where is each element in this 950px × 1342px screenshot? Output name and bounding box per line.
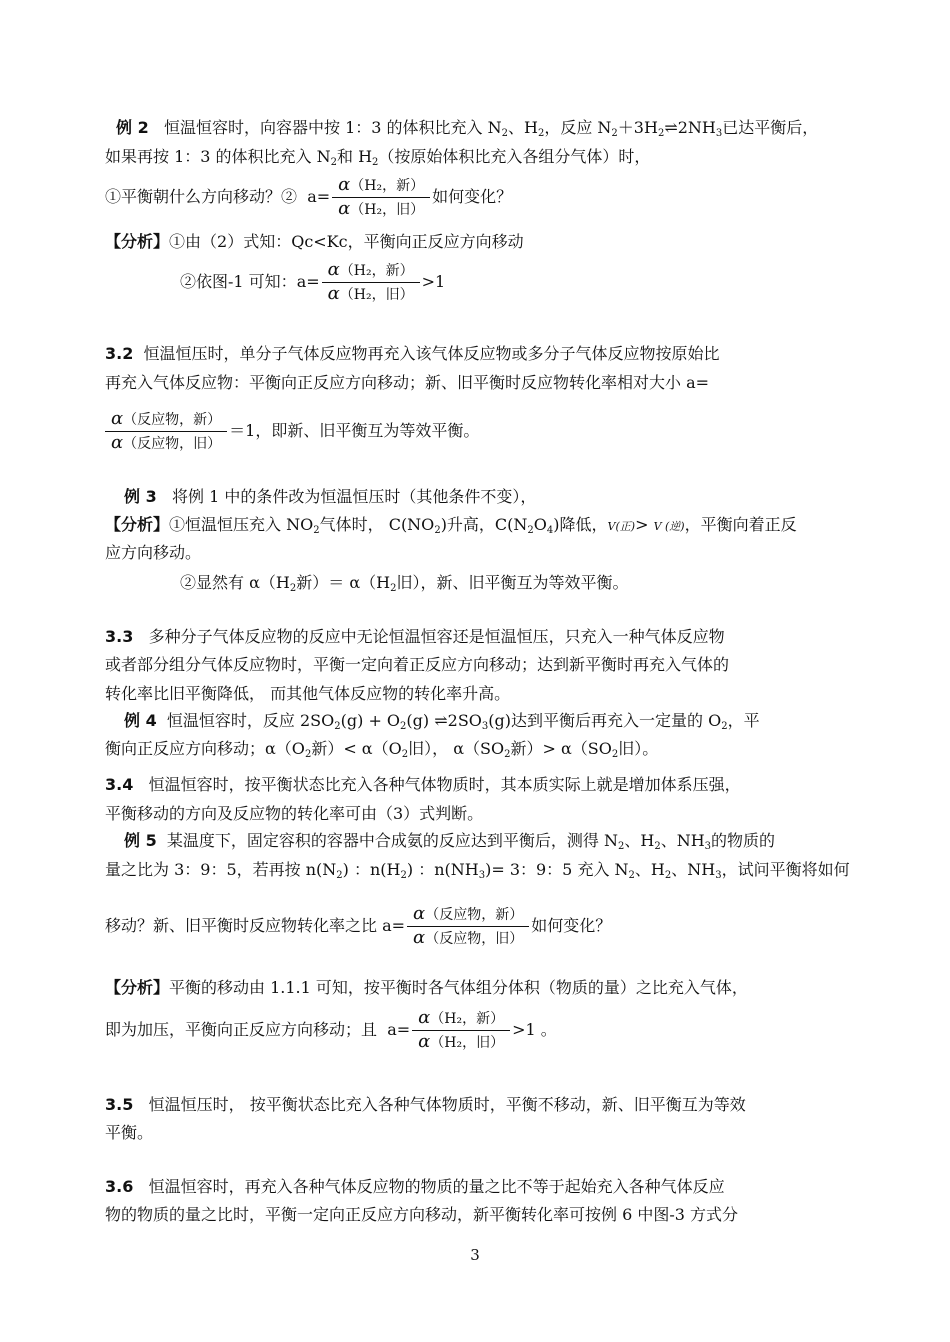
example-4-line-1: 例 4 恒温恒容时，反应 $2SO_2(g) + O_2(g)$ $\rightleftharpoons 2SO_3(g)$达到平衡后再充入一定量的 $O_2$，平 — [124, 711, 760, 732]
example-2-question: ①平衡朝什么方向移动？② a= $\frac{\text{α（H₂，新）}}{\text{α（H₂，旧）}}$ 如何变化？ — [105, 174, 513, 219]
section-3-4-line-2: 平衡移动的方向及反应物的转化率可由（3）式判断。 — [105, 804, 484, 823]
conversion-ratio-fraction: $\frac{\text{α（H₂，新）}}{\text{α（H₂，旧）}}$ — [332, 176, 430, 219]
conversion-ratio-fraction: $\frac{\text{α（H₂，新）}}{\text{α（H₂，旧）}}$ — [322, 261, 420, 304]
section-3-3-line-2: 或者部分组分气体反应物时，平衡一定向着正反应方向移动；达到新平衡时再充入气体的 — [105, 655, 730, 674]
conversion-ratio-fraction: $\frac{\text{α（反应物，新）}}{\text{α（反应物，旧）}}$ — [105, 410, 227, 453]
example-3-analysis-3: ②显然有 $\alpha(H_2$新）＝ $\alpha(H_2$旧），新、旧平衡互为等效平衡。 — [180, 573, 629, 594]
example-5-line-1: 例 5 某温度下，固定容积的容器中合成氨的反应达到平衡后，测得 $N_2$、$H_2$、$NH_3$的物质的 — [124, 831, 776, 852]
example-4-line-2: 衡向正反应方向移动；$\alpha(O_2$新）< $\alpha(O_2$旧）， $\alpha(SO_2$新）> $\alpha(SO_2$旧）。 — [105, 739, 659, 760]
section-3-2-line-1: 3.2 恒温恒压时，单分子气体反应物再充入该气体反应物或多分子气体反应物按原始比 — [105, 344, 720, 363]
example-3-analysis-2: 应方向移动。 — [105, 543, 202, 562]
conversion-ratio-fraction: $\frac{\text{α（H₂，新）}}{\text{α（H₂，旧）}}$ — [412, 1009, 510, 1052]
example-3-line-1: 例 3 将例 1 中的条件改为恒温恒压时（其他条件不变）， — [124, 487, 537, 506]
section-3-6-line-1: 3.6 恒温恒容时，再充入各种气体反应物的物质的量之比不等于起始充入各种气体反应 — [105, 1177, 725, 1196]
example-2-line-1: 例 2 恒温恒容时，向容器中按 1：3 的体积比充入 $N_2$、$H_2$，反应 $N_2+3H_2\rightleftharpoons 2NH_3$已达平衡后， — [116, 118, 819, 139]
section-3-5-line-1: 3.5 恒温恒压时， 按平衡状态比充入各种气体物质时，平衡不移动，新、旧平衡互为等效 — [105, 1095, 746, 1114]
example-5-line-2: 量之比为 3：9：5，若再按 $n(N_2)$ ：$n(H_2)$ ：$n(NH_3)= 3$：9：5 充入 $N_2$、$H_2$、$NH_3$，试问平衡将如何 — [105, 860, 850, 881]
example-3-analysis-1: 【分析】①恒温恒压充入 $NO_2$气体时， $C(NO_2)$升高，$C(N_2O_4)$降低，V(正)> V (逆)，平衡向着正反 — [105, 515, 797, 536]
section-3-3-line-1: 3.3 多种分子气体反应物的反应中无论恒温恒容还是恒温恒压，只充入一种气体反应物 — [105, 627, 725, 646]
section-3-6-line-2: 物的物质的量之比时，平衡一定向正反应方向移动，新平衡转化率可按例 6 中图-3 方式分 — [105, 1205, 739, 1224]
page-number: 3 — [470, 1246, 480, 1264]
example-5-line-3: 移动？新、旧平衡时反应物转化率之比 a= $\frac{\text{α（反应物，新）}}{\text{α（反应物，旧）}}$ 如何变化？ — [105, 903, 612, 948]
example-2-line-2: 如果再按 1：3 的体积比充入 $N_2$和 $H_2$（按原始体积比充入各组分气体）时， — [105, 147, 651, 168]
example-5-analysis-2: 即为加压，平衡向正反应方向移动；且 a= $\frac{\text{α（H₂，新）}}{\text{α（H₂，旧）}}$ >1 。 — [105, 1007, 557, 1052]
section-3-3-line-3: 转化率比旧平衡降低， 而其他气体反应物的转化率升高。 — [105, 684, 511, 703]
section-3-2-line-2: 再充入气体反应物：平衡向正反应方向移动；新、旧平衡时反应物转化率相对大小 a= — [105, 373, 710, 392]
section-3-4-line-1: 3.4 恒温恒容时，按平衡状态比充入各种气体物质时，其本质实际上就是增加体系压强， — [105, 775, 741, 794]
example-2-analysis-1: 【分析】①由（2）式知：Qc<Kc，平衡向正反应方向移动 — [105, 232, 524, 251]
example-2-analysis-2: ②依图-1 可知：a= $\frac{\text{α（H₂，新）}}{\text{α（H₂，旧）}}$ >1 — [180, 259, 446, 304]
example-label: 例 2 — [116, 118, 149, 137]
conversion-ratio-fraction: $\frac{\text{α（反应物，新）}}{\text{α（反应物，旧）}}$ — [407, 905, 529, 948]
example-5-analysis-1: 【分析】平衡的移动由 1.1.1 可知，按平衡时各气体组分体积（物质的量）之比充入气体， — [105, 978, 748, 997]
section-3-5-line-2: 平衡。 — [105, 1123, 154, 1142]
section-3-2-line-3: $\frac{\text{α（反应物，新）}}{\text{α（反应物，旧）}}$ ＝1，即新、旧平衡互为等效平衡。 — [105, 406, 479, 456]
